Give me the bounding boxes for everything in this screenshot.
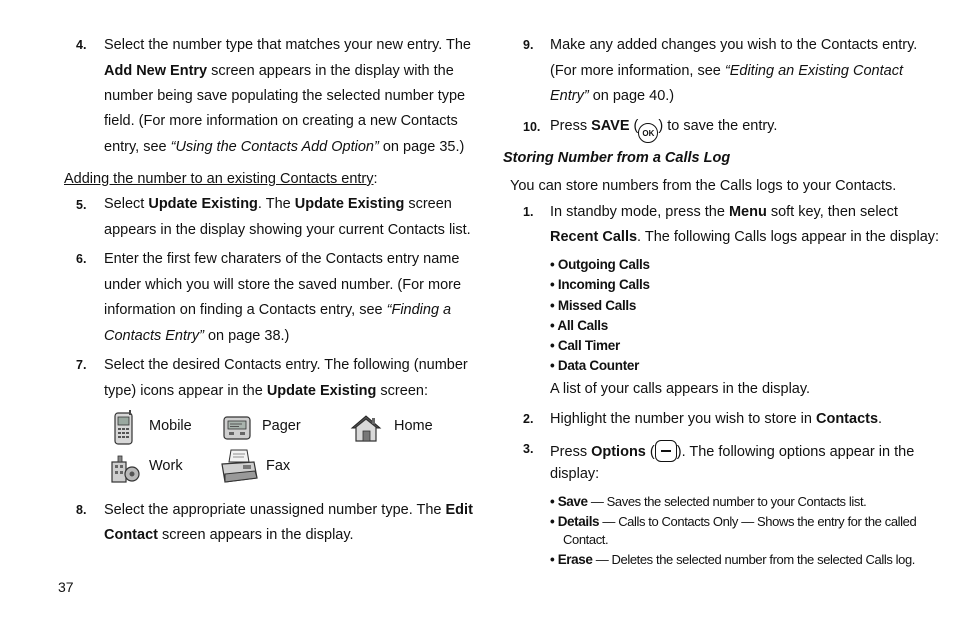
option-details-desc: — Calls to Contacts Only — Shows the entry for the called: [599, 514, 917, 529]
option-erase-desc: — Deletes the selected number from the selected Calls log.: [592, 552, 915, 567]
list-item: • Missed Calls: [550, 298, 637, 313]
step-10-text-d: ) to save the entry.: [658, 118, 778, 134]
step-10-paren-open: (: [629, 118, 639, 134]
step-6-line-2: under which you will store the saved number. (For more: [104, 277, 462, 293]
fax-icon: [219, 448, 259, 486]
option-erase: Erase: [557, 552, 593, 567]
icon-label-fax: Fax: [266, 458, 291, 474]
step-9-line-3: [550, 87, 674, 105]
save-term: SAVE: [591, 118, 630, 134]
step-8-line-2-text: screen appears in the display.: [157, 527, 354, 543]
step-7-line-2-text: type) icons appear in the: [104, 383, 267, 399]
step-5-text-e: screen: [404, 196, 452, 212]
options-term: Options: [591, 444, 646, 460]
step-4-number: 4.: [76, 38, 87, 52]
incoming-calls: Incoming Calls: [557, 277, 650, 292]
cross-reference-entry: Entry”: [550, 88, 589, 104]
cross-reference-editing: “Editing an Existing Contact: [724, 63, 903, 79]
ok-key-icon: OK: [638, 123, 658, 143]
step-6-page-ref: on page 38.): [203, 328, 290, 344]
recent-calls-term: Recent Calls: [550, 229, 638, 245]
mobile-phone-icon: [112, 410, 136, 446]
step-9-line-1: Make any added changes you wish to the Contacts entry.: [550, 37, 918, 53]
step-4-line-2-text: screen appears in the display with the: [207, 63, 454, 79]
step-r1-text-c: soft key, then select: [766, 204, 898, 220]
step-5-line-1: [104, 195, 452, 213]
step-8-number: 8.: [76, 503, 87, 517]
step-8-line-1-text: Select the appropriate unassigned number type. The: [104, 502, 446, 518]
step-r1-line-2-text: . The following Calls logs appear in the display:: [637, 229, 940, 245]
list-item: • Outgoing Calls: [550, 257, 650, 272]
step-r1-line-1: [550, 203, 898, 221]
step-r2-number: 2.: [523, 412, 534, 426]
data-counter: Data Counter: [557, 358, 640, 373]
step-r3-number: 3.: [523, 442, 534, 456]
left-soft-key-icon: [655, 440, 677, 462]
step-4-line-3: number being save populating the selected number type: [104, 88, 466, 104]
missed-calls: Missed Calls: [557, 298, 637, 313]
list-item: • Erase — Deletes the selected number from the selected Calls log.: [550, 552, 915, 567]
update-existing-term: Update Existing: [148, 196, 258, 212]
step-6-line-4: [104, 327, 289, 345]
outgoing-calls: Outgoing Calls: [557, 257, 650, 272]
list-item: • All Calls: [550, 318, 608, 333]
step-6-number: 6.: [76, 252, 87, 266]
step-r3-line-2: display:: [550, 466, 600, 482]
call-timer: Call Timer: [557, 338, 620, 353]
after-list-text: A list of your calls appears in the display.: [550, 381, 811, 397]
edit-term: Edit: [445, 502, 473, 518]
step-4-line-5-text: entry, see: [104, 139, 171, 155]
list-item: • Details — Calls to Contacts Only — Shows the entry for the called: [550, 514, 917, 529]
step-6-line-1: Enter the first few charaters of the Contacts entry name: [104, 251, 460, 267]
subsection-heading-text: Adding the number to an existing Contacts entry: [64, 171, 374, 187]
step-r1-number: 1.: [523, 205, 534, 219]
icon-label-work: Work: [149, 458, 183, 474]
step-10-line: [550, 117, 777, 143]
list-item: • Call Timer: [550, 338, 620, 353]
step-4-line-5: [104, 138, 464, 156]
contacts-term: Contacts: [815, 411, 879, 427]
option-details-continued: Contact.: [563, 532, 609, 547]
list-item: • Incoming Calls: [550, 277, 650, 292]
step-4-line-2: [104, 62, 454, 80]
update-existing-term-2: Update Existing: [294, 196, 405, 212]
step-r1-line-2: [550, 228, 939, 246]
icon-label-pager: Pager: [262, 418, 301, 434]
step-5-text-c: . The: [257, 196, 295, 212]
step-r2-text-a: Highlight the number you wish to store in: [550, 411, 816, 427]
step-r1-text-a: In standby mode, press the: [550, 204, 729, 220]
option-details: Details: [557, 514, 600, 529]
option-save-desc: — Saves the selected number to your Contacts list.: [587, 494, 867, 509]
step-5-line-2: appears in the display showing your current Contacts list.: [104, 222, 471, 238]
step-r3-text-d: ). The following options appear in the: [676, 444, 915, 460]
step-4-line-4: field. (For more information on creating a new Contacts: [104, 113, 458, 129]
cross-reference-add-option: “Using the Contacts Add Option”: [170, 139, 379, 155]
step-7-line-2: [104, 382, 428, 400]
add-new-entry-term: Add New Entry: [104, 63, 208, 79]
step-5-text-a: Select: [104, 196, 149, 212]
contact-term: Contact: [104, 527, 158, 543]
page-number: 37: [58, 579, 74, 595]
all-calls: All Calls: [557, 318, 608, 333]
section-heading: Storing Number from a Calls Log: [503, 150, 731, 166]
work-icon: [108, 452, 142, 486]
step-4-page-ref: on page 35.): [378, 139, 465, 155]
section-intro: You can store numbers from the Calls logs to your Contacts.: [510, 178, 897, 194]
icon-label-mobile: Mobile: [149, 418, 192, 434]
step-7-line-2-end: screen:: [376, 383, 428, 399]
step-9-number: 9.: [523, 38, 534, 52]
icon-label-home: Home: [394, 418, 433, 434]
subsection-heading: [64, 170, 378, 188]
step-9-line-2: [550, 62, 903, 80]
cross-reference-finding-a: “Finding a: [386, 302, 452, 318]
step-6-line-3-text: information on finding a Contacts entry, see: [104, 302, 387, 318]
step-7-number: 7.: [76, 358, 87, 372]
step-r2-period: .: [878, 411, 883, 427]
step-9-page-ref: on page 40.): [588, 88, 675, 104]
step-8-line-2: [104, 526, 354, 544]
step-r2-line: [550, 410, 882, 428]
step-7-line-1: Select the desired Contacts entry. The following (number: [104, 357, 468, 373]
step-r3-line-1: [550, 440, 914, 462]
step-6-line-3: [104, 301, 451, 319]
menu-term: Menu: [728, 204, 767, 220]
home-icon: [349, 412, 383, 444]
step-8-line-1: [104, 501, 473, 519]
subsection-heading-colon: :: [373, 171, 378, 187]
step-10-number: 10.: [523, 120, 541, 134]
pager-icon: [222, 414, 252, 442]
step-r3-text-a: Press: [550, 444, 592, 460]
step-4-line-1: Select the number type that matches your new entry. The: [104, 37, 471, 53]
list-item: • Save — Saves the selected number to your Contacts list.: [550, 494, 867, 509]
update-existing-term-3: Update Existing: [266, 383, 377, 399]
step-9-line-2-text: (For more information, see: [550, 63, 725, 79]
step-5-number: 5.: [76, 198, 87, 212]
option-save: Save: [557, 494, 588, 509]
list-item: • Data Counter: [550, 358, 640, 373]
step-r3-paren-open: (: [645, 444, 655, 460]
cross-reference-contacts-entry: Contacts Entry”: [104, 328, 204, 344]
step-10-text-a: Press: [550, 118, 592, 134]
